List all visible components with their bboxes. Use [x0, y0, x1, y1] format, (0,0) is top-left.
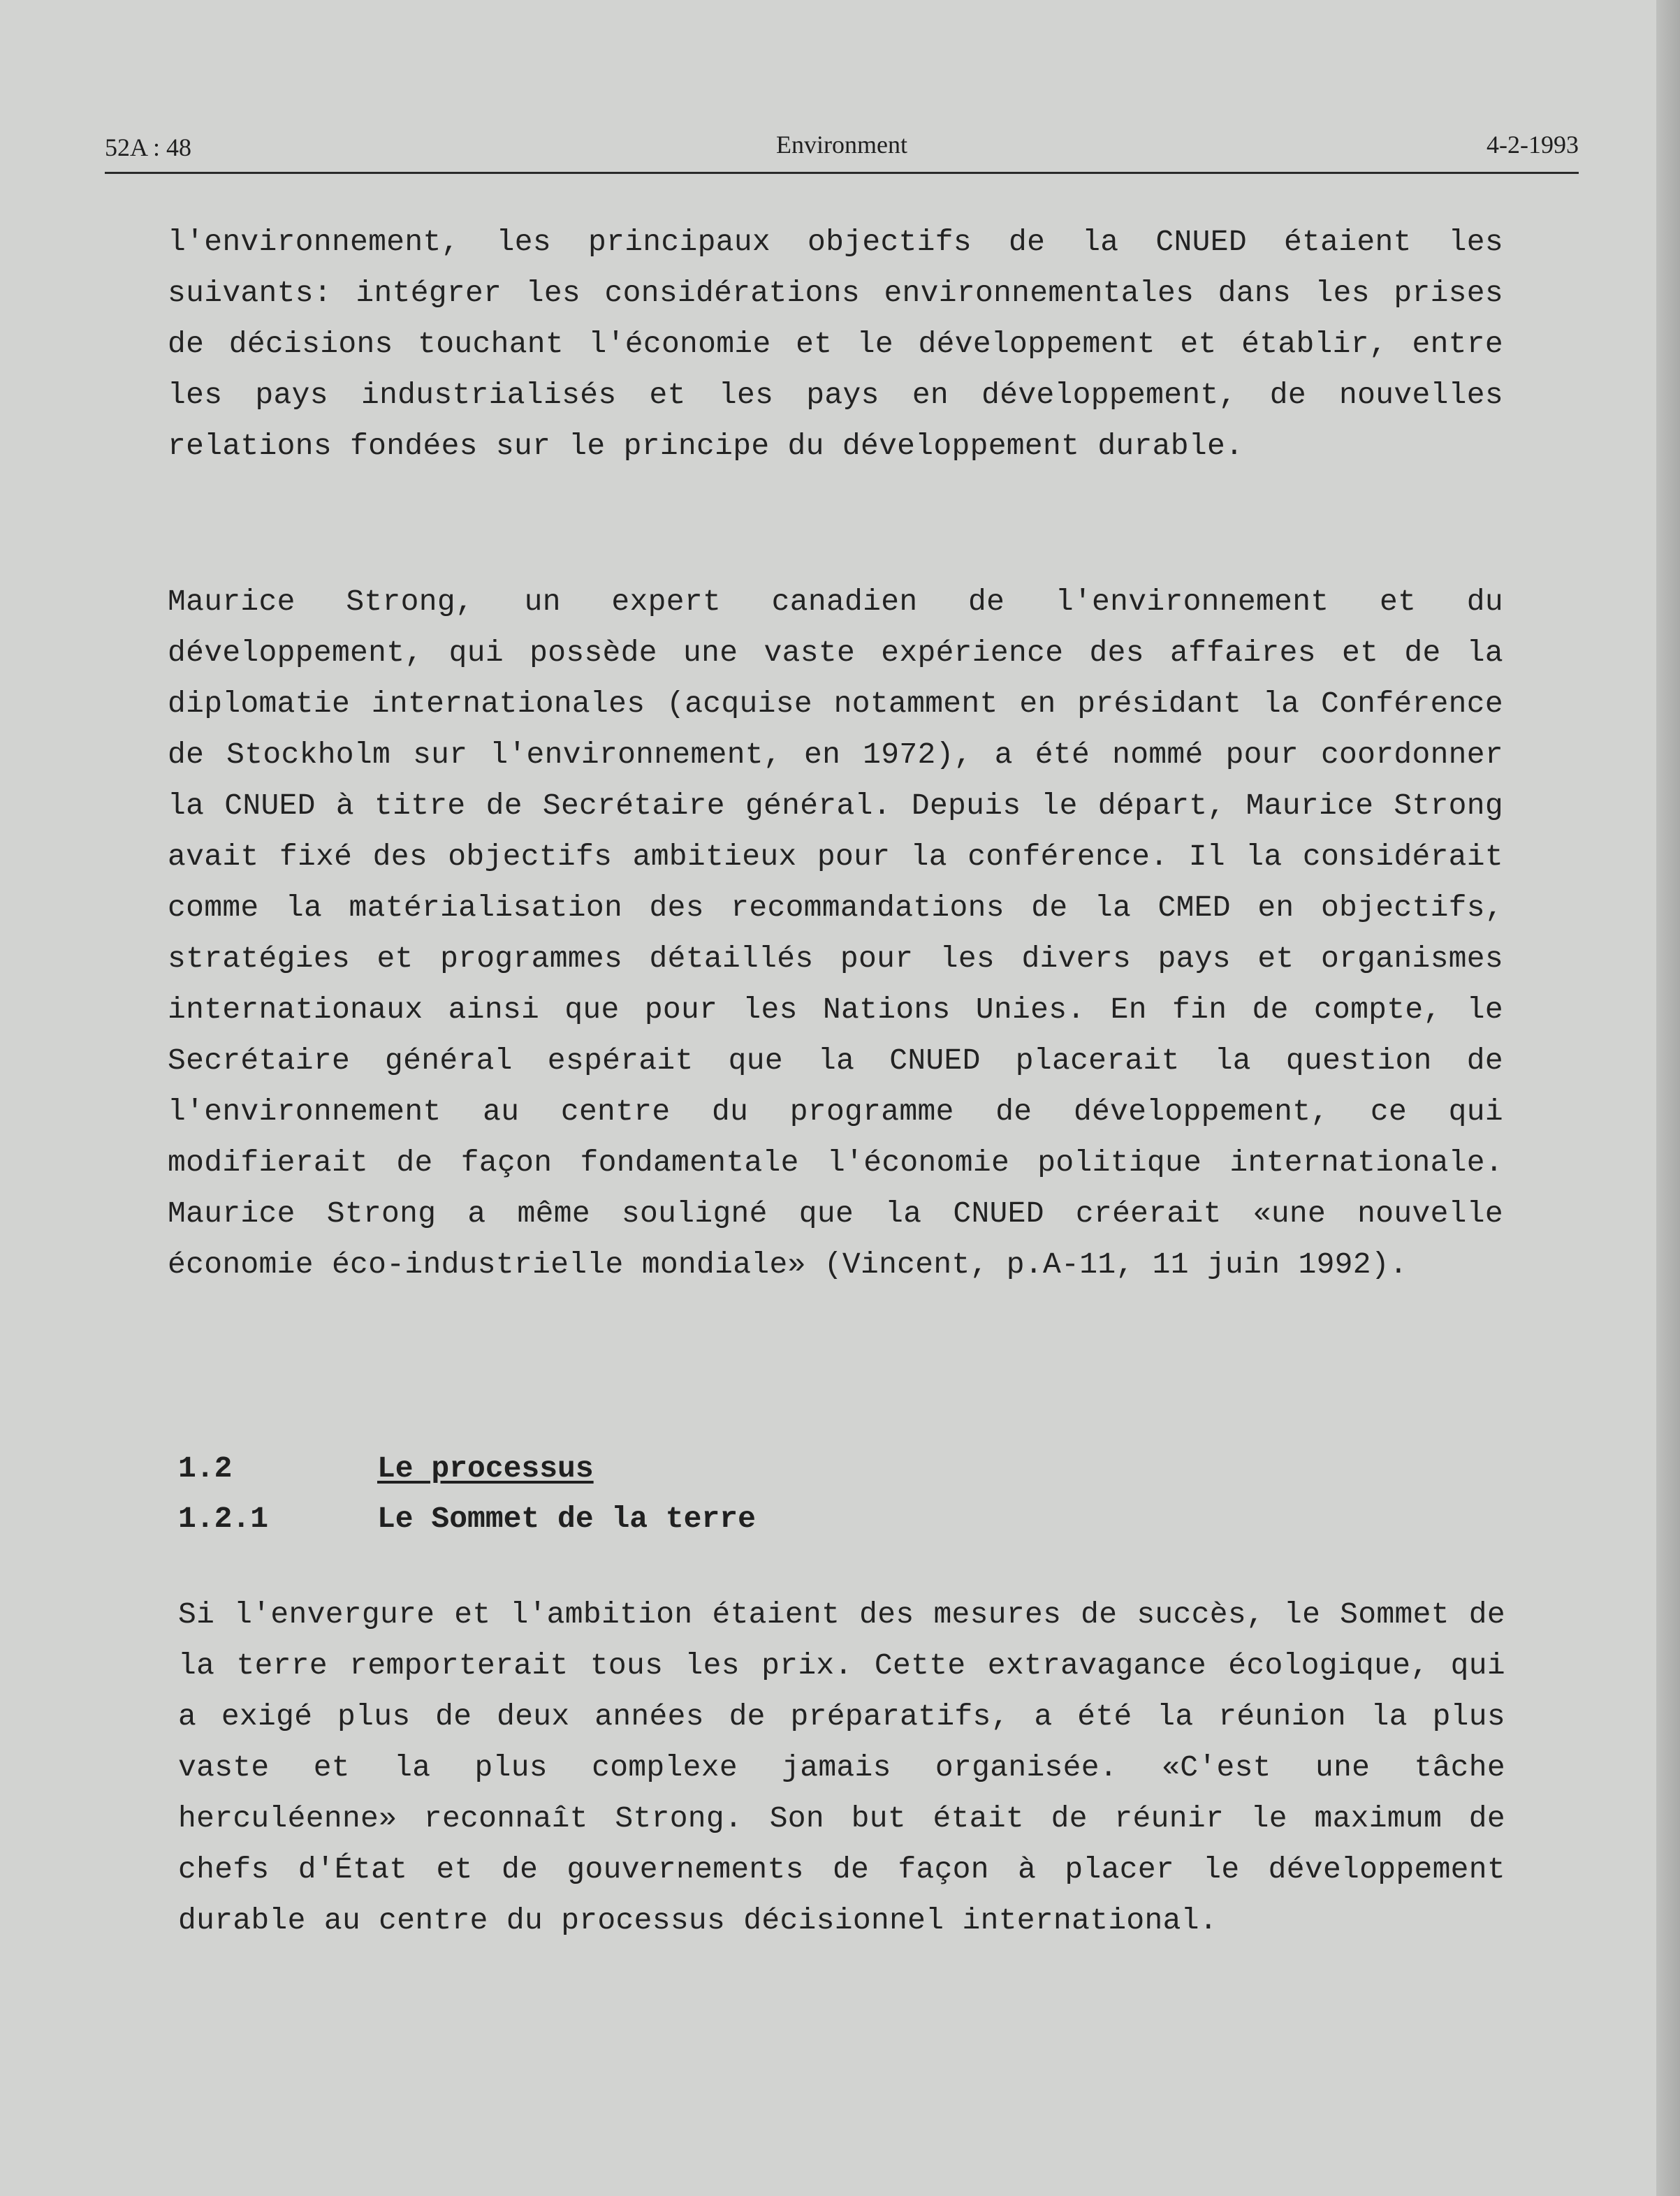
- heading-number: 1.2.1: [178, 1502, 269, 1536]
- page-edge: [1656, 0, 1680, 2196]
- heading-number: 1.2: [178, 1451, 233, 1486]
- paragraph-1: l'environnement, les principaux objectifs de la CNUED étaient les suivants: intégrer les considérations environnementales dans les prises de décisions touchant l'économie et le développement et établir, entre les pays industrialisés et les pays en développement, de nouvelles relations fondées sur le principe du développement durable.: [168, 225, 1503, 463]
- page-number: 52A : 48: [105, 133, 192, 161]
- heading-1-2: [178, 1451, 594, 1486]
- paragraph-3: Si l'envergure et l'ambition étaient des mesures de succès, le Sommet de la terre remporterait tous les prix. Cette extravagance écologique, qui a exigé plus de deux années de préparatifs, a été la réunion la plus vaste et la plus complexe jamais organisée. «C'est une tâche herculéenne» reconnaît Strong. Son but était de réunir le maximum de chefs d'État et de gouvernements de façon à placer le développement durable au centre du processus décisionnel international.: [178, 1597, 1505, 1938]
- paragraph-2: Maurice Strong, un expert canadien de l'environnement et du développement, qui possède une vaste expérience des affaires et de la diplomatie internationales (acquise notamment en présidant la Conférence de Stockholm sur l'environnement, en 1972), a été nommé pour coordonner la CNUED à titre de Secrétaire général. Depuis le départ, Maurice Strong avait fixé des objectifs ambitieux pour la conférence. Il la considérait comme la matérialisation des recommandations de la CMED en objectifs, stratégies et programmes détaillés pour les divers pays et organismes internationaux ainsi que pour les Nations Unies. En fin de compte, le Secrétaire général espérait que la CNUED placerait la question de l'environnement au centre du programme de développement, ce qui modifierait de façon fondamentale l'économie politique internationale. Maurice Strong a même souligné que la CNUED créerait «une nouvelle économie éco-industrielle mondiale» (Vincent, p.A-11, 11 juin 1992).: [168, 585, 1503, 1282]
- running-header: [105, 126, 1579, 175]
- header-rule: [105, 172, 1579, 174]
- heading-1-2-1: [178, 1502, 756, 1536]
- header-date: 4-2-1993: [1487, 131, 1579, 159]
- heading-title: Le Sommet de la terre: [377, 1502, 756, 1536]
- heading-title: Le processus: [377, 1451, 594, 1486]
- section-title: Environment: [776, 131, 907, 159]
